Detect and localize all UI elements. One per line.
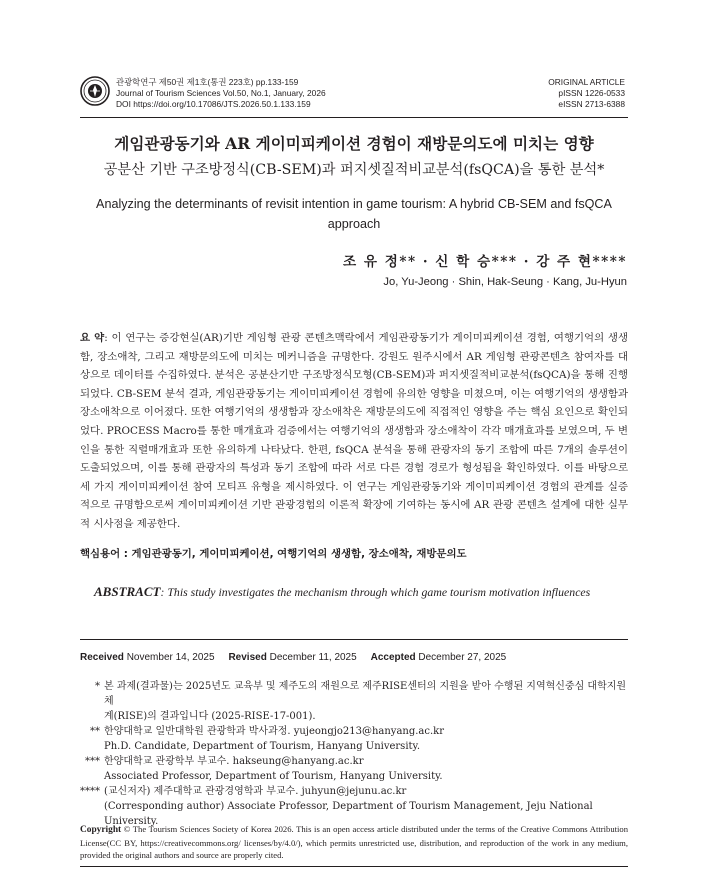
journal-seal-icon	[80, 76, 110, 106]
article-info	[548, 77, 625, 111]
accepted-date: December 27, 2025	[418, 652, 507, 663]
abstract-text: 이 연구는 증강현실(AR)기반 게임형 관광 콘텐츠맥락에서 게임관광동기가 게이미피케이션 경험, 여행기억의 생생함, 장소애착, 그리고 재방문의도에 미치는 메커니즘을 규명한다. 강원도 원주시에서 AR 게임형 관광콘텐츠 참여자를 대상으로 데이터를 수집하였다. 분석은 공분산기반 구조방정식모형(CB-SEM)과 퍼지셋질적비교분석(fsQCA)을 통해 진행되었다. CB-SEM 분석 결과, 게임관광동기는 게이미피케이션 경험에 유의한 영향을 미쳤으며, 이는 여행기억의 생생함과 장소애착으로 이어졌다. 또한 여행기억의 생생함과 장소애착은 재방문의도에 직접적인 영향을 주는 핵심 요인으로 확인되었다. PROCESS Macro를 통한 매개효과 검증에서는 여행기억의 생생함과 장소애착이 각각 매개효과를 보였으며, 두 변인을 통한 직렬매개효과 또한 유의하게 나타났다. 한편, fsQCA 분석을 통해 관광자의 동기 조합에 따른 7개의 솔루션이 도출되었으며, 이를 통해 관광자의 특성과 동기 조합에 따라 서로 다른 경험 경로가 형성됨을 확인하였다. 이를 바탕으로 세 가지 게이미피케이션 참여 모티프 유형을 제시하였다. 이 연구는 게임관광동기와 게이미피케이션 경험의 관계를 실증적으로 규명함으로써 게이미피케이션 기반 관광경험의 이론적 확장에 기여하는 동시에 AR 관광 콘텐츠 설계에 대한 실무적 시사점을 제공한다.	[80, 332, 628, 530]
accepted-label: Accepted	[370, 652, 416, 663]
footnote-marker: ***	[85, 756, 100, 767]
journal-volume-en: Journal of Tourism Sciences Vol.50, No.1, January, 2026	[116, 88, 326, 99]
footnote-line: (Corresponding author) Associate Professor, Department of Tourism Management, Jeju National University.	[104, 801, 593, 827]
keywords-text: 게임관광동기, 게이미피케이션, 여행기억의 생생함, 장소애착, 재방문의도	[131, 548, 467, 560]
section-divider	[80, 639, 628, 640]
footer-divider	[80, 866, 628, 867]
abstract-korean	[80, 329, 628, 534]
received-date: November 14, 2025	[126, 652, 215, 663]
footnote-author-2	[80, 754, 628, 784]
footnote-line: Associated Professor, Department of Tourism, Hanyang University.	[104, 771, 443, 782]
journal-volume-ko: 관광학연구 제50권 제1호(통권 223호) pp.133-159	[116, 77, 299, 87]
abstract-en-text: This study investigates the mechanism through which game tourism motivation influences	[167, 585, 591, 599]
footnote-marker: **	[90, 726, 100, 737]
subtitle-korean: 공분산 기반 구조방정식(CB-SEM)과 퍼지셋질적비교분석(fsQCA)을 통한 분석*	[103, 162, 605, 178]
article-type: ORIGINAL ARTICLE	[548, 77, 625, 87]
pissn: pISSN 1226-0533	[558, 88, 625, 99]
journal-info	[116, 77, 326, 111]
abstract-en-label: ABSTRACT	[94, 584, 161, 599]
title-korean: 게임관광동기와 AR 게이미피케이션 경험이 재방문의도에 미치는 영향	[114, 134, 594, 153]
header-divider	[80, 117, 628, 118]
abstract-label: 요 약	[80, 332, 105, 344]
title-english	[84, 194, 624, 234]
journal-doi[interactable]: DOI https://doi.org/10.17086/JTS.2026.50.1.133.159	[116, 99, 311, 110]
footnote-author-1	[80, 724, 628, 754]
eissn: eISSN 2713-6388	[558, 99, 625, 110]
title-english-line2: approach	[327, 217, 381, 231]
received-label: Received	[80, 652, 124, 663]
authors-korean: 조 유 정** · 신 학 승*** · 강 주 현****	[343, 254, 627, 270]
footnote-line: 본 과제(결과물)는 2025년도 교육부 및 제주도의 재원으로 제주RISE센터의 지원을 받아 수행된 지역혁신중심 대학지원체	[104, 681, 627, 707]
authors-english: Jo, Yu-Jeong · Shin, Hak-Seung · Kang, Ju-Hyun	[383, 276, 627, 288]
footnote-line: 한양대학교 일반대학원 관광학과 박사과정. yujeongjo213@hanyang.ac.kr	[104, 726, 445, 737]
footnote-marker: ****	[80, 786, 100, 797]
copyright-text: © The Tourism Sciences Society of Korea 2026. This is an open access article distributed under the terms of the Creative Commons Attribution License(CC BY, https://creativecommons.org/ licenses/by/4.0/), which permits unrestricted use, distribution, and reproduction of the work in any medium, provided the original authors and source are properly cited.	[80, 824, 628, 861]
abstract-separator: :	[104, 332, 112, 344]
footnote-marker: *	[95, 681, 100, 692]
footnotes	[80, 679, 628, 829]
revised-label: Revised	[228, 652, 267, 663]
footnote-line: 한양대학교 관광학부 부교수. hakseung@hanyang.ac.kr	[104, 756, 364, 767]
copyright-notice	[80, 823, 628, 862]
article-dates	[80, 652, 506, 663]
footnote-line: (교신저자) 제주대학교 관광경영학과 부교수. juhyun@jejunu.ac.kr	[104, 786, 407, 797]
title-english-line1: Analyzing the determinants of revisit intention in game tourism: A hybrid CB-SEM and fsQCA	[96, 197, 612, 211]
keywords	[80, 545, 467, 560]
keywords-label: 핵심용어	[80, 548, 121, 560]
revised-date: December 11, 2025	[269, 652, 357, 663]
footnote-line: 계(RISE)의 결과입니다 (2025-RISE-17-001).	[104, 711, 316, 722]
footnote-line: Ph.D. Candidate, Department of Tourism, Hanyang University.	[104, 741, 421, 752]
abstract-english	[94, 584, 628, 600]
footnote-funding	[80, 679, 628, 724]
copyright-label: Copyright	[80, 825, 122, 835]
abstract-en-separator: :	[160, 585, 168, 599]
keywords-separator: :	[120, 548, 132, 560]
